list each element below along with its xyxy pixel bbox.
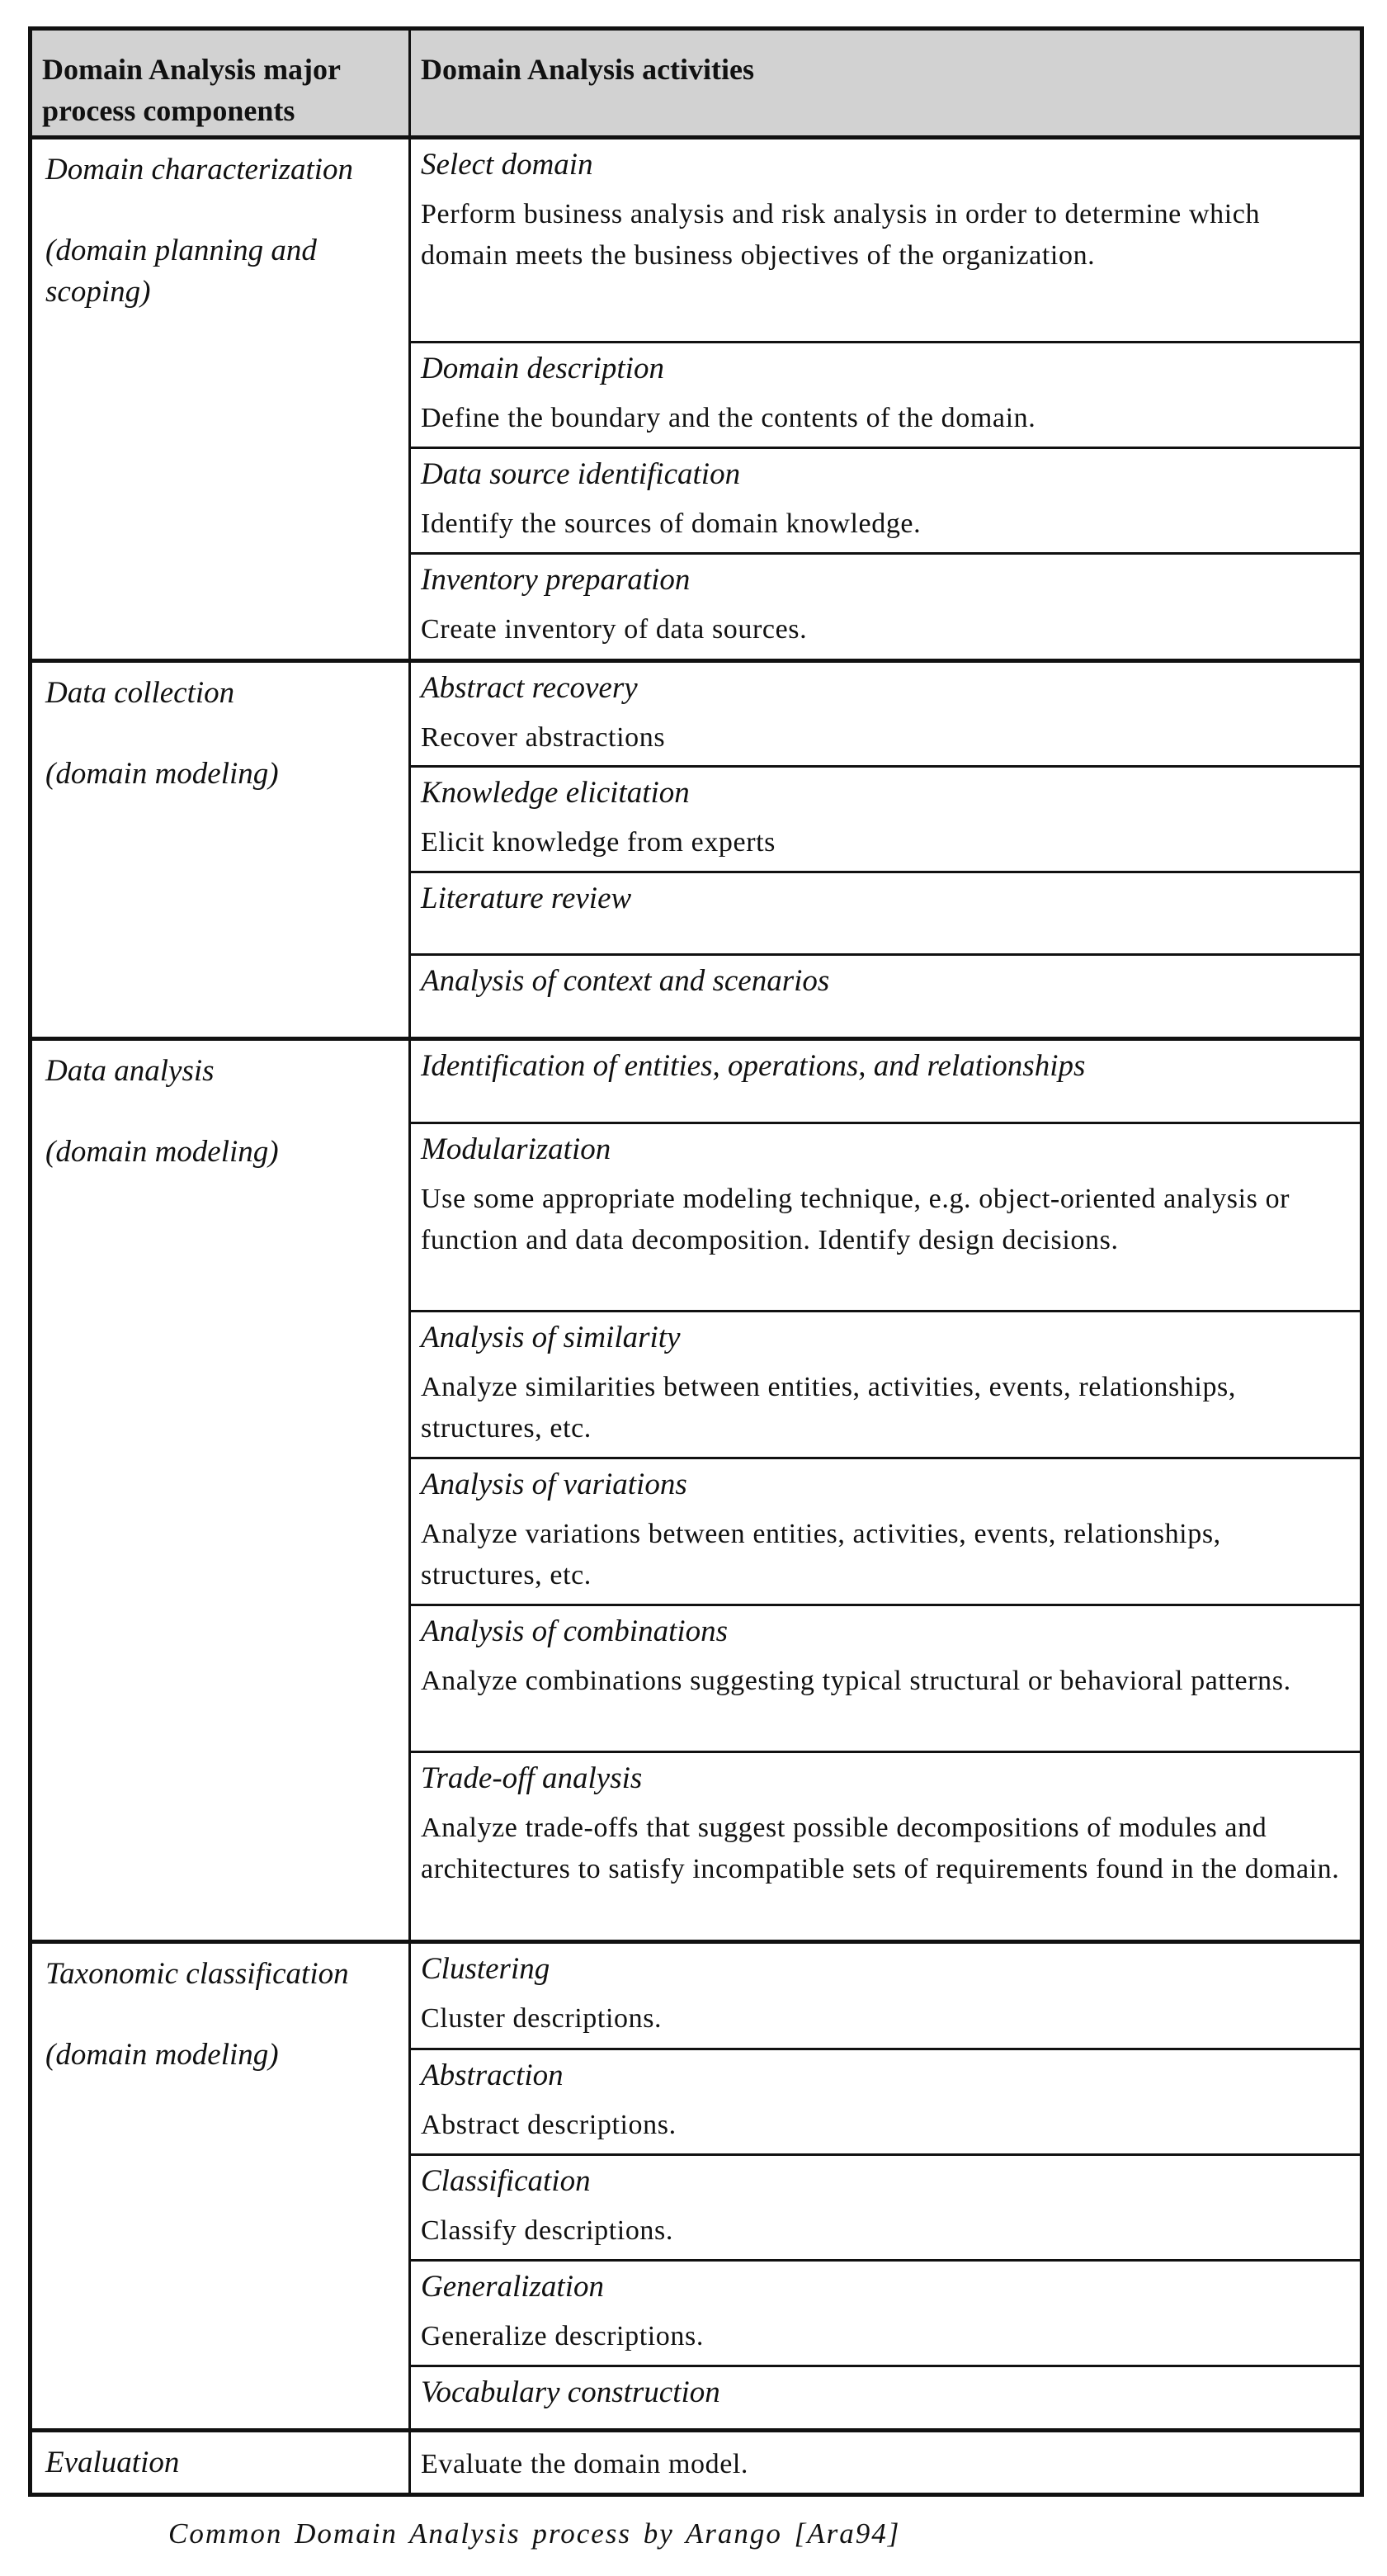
component-cell (31, 1942, 410, 2431)
activity-title: Domain description (421, 352, 664, 385)
activity-title: Abstraction (421, 2058, 564, 2092)
component-subtitle: (domain modeling) (45, 2038, 279, 2072)
table-row (31, 1039, 1362, 1123)
activity-cell (410, 1312, 1362, 1458)
table-header-row (31, 29, 1362, 138)
activity-title: Vocabulary construction (421, 2375, 720, 2409)
activity-description: Analyze trade-offs that suggest possible decompositions of modules and architectures to satisfy incompatible sets of requirements found in the domain. (421, 1813, 1340, 1884)
activity-title: Abstract recovery (421, 671, 638, 705)
component-name: Data collection (45, 676, 235, 710)
activity-description: Recover abstractions (421, 722, 666, 753)
activity-cell (410, 2431, 1362, 2495)
activity-title: Trade-off analysis (421, 1761, 643, 1795)
component-cell (31, 661, 410, 1039)
component-cell (31, 138, 410, 661)
activity-title: Data source identification (421, 457, 741, 491)
activity-cell (410, 2261, 1362, 2366)
activity-description: Analyze similarities between entities, activities, events, relationships, structures, etc. (421, 1372, 1236, 1444)
activity-cell (410, 448, 1362, 554)
activity-title: Analysis of context and scenarios (421, 964, 830, 998)
domain-analysis-table (28, 26, 1364, 2497)
activity-cell (410, 2155, 1362, 2261)
activity-cell (410, 1039, 1362, 1123)
activity-cell (410, 554, 1362, 661)
component-name: Taxonomic classification (45, 1957, 349, 1991)
activity-cell (410, 1605, 1362, 1752)
activity-cell (410, 1752, 1362, 1942)
activity-cell (410, 2366, 1362, 2431)
component-subtitle: (domain modeling) (45, 757, 279, 791)
component-cell (31, 2431, 410, 2495)
activity-cell (410, 872, 1362, 955)
activity-description: Define the boundary and the contents of the domain. (421, 403, 1036, 433)
activity-cell (410, 661, 1362, 767)
activity-title: Analysis of combinations (421, 1614, 729, 1648)
activity-cell (410, 343, 1362, 448)
activity-cell (410, 1942, 1362, 2049)
activity-description: Create inventory of data sources. (421, 614, 808, 645)
component-subtitle: (domain modeling) (45, 1135, 279, 1169)
activity-description: Analyze combinations suggesting typical structural or behavioral patterns. (421, 1666, 1291, 1696)
activity-title: Analysis of similarity (421, 1321, 681, 1354)
activity-description: Identify the sources of domain knowledge. (421, 508, 922, 539)
activity-title: Literature review (421, 882, 632, 915)
activity-title: Clustering (421, 1952, 550, 1986)
figure-caption: Common Domain Analysis process by Arango [Ara94] (168, 2517, 901, 2550)
activity-description: Use some appropriate modeling technique, e.g. object-oriented analysis or function and data decomposition. Identify design decisions. (421, 1184, 1290, 1255)
activity-title: Analysis of variations (421, 1468, 687, 1501)
activity-description: Evaluate the domain model. (421, 2449, 749, 2479)
component-subtitle: (domain planning and scoping) (45, 234, 317, 309)
component-name: Domain characterization (45, 153, 354, 187)
activity-description: Perform business analysis and risk analysis in order to determine which domain meets the business objectives of the organization. (421, 199, 1261, 271)
table-row (31, 1942, 1362, 2049)
table-row (31, 661, 1362, 767)
activity-cell (410, 955, 1362, 1039)
activity-title: Inventory preparation (421, 563, 691, 597)
table-row (31, 2431, 1362, 2495)
component-name: Evaluation (45, 2446, 180, 2479)
component-cell (31, 1039, 410, 1942)
activity-cell (410, 2049, 1362, 2155)
component-name: Data analysis (45, 1054, 215, 1088)
activity-description: Cluster descriptions. (421, 2003, 663, 2034)
activity-description: Generalize descriptions. (421, 2321, 704, 2351)
activity-description: Classify descriptions. (421, 2215, 673, 2246)
activity-cell (410, 767, 1362, 872)
table-row (31, 138, 1362, 343)
activity-cell (410, 1458, 1362, 1605)
activity-title: Classification (421, 2164, 591, 2198)
header-activities: Domain Analysis activities (410, 29, 1362, 138)
activity-title: Knowledge elicitation (421, 776, 690, 810)
header-components: Domain Analysis major process components (31, 29, 410, 138)
activity-description: Abstract descriptions. (421, 2110, 677, 2140)
activity-title: Select domain (421, 148, 593, 182)
activity-cell (410, 138, 1362, 343)
activity-description: Analyze variations between entities, activities, events, relationships, structures, etc. (421, 1519, 1221, 1591)
activity-cell (410, 1123, 1362, 1312)
activity-title: Generalization (421, 2270, 604, 2304)
activity-title: Modularization (421, 1132, 611, 1166)
activity-description: Elicit knowledge from experts (421, 827, 776, 858)
activity-title: Identification of entities, operations, and relationships (421, 1049, 1086, 1083)
